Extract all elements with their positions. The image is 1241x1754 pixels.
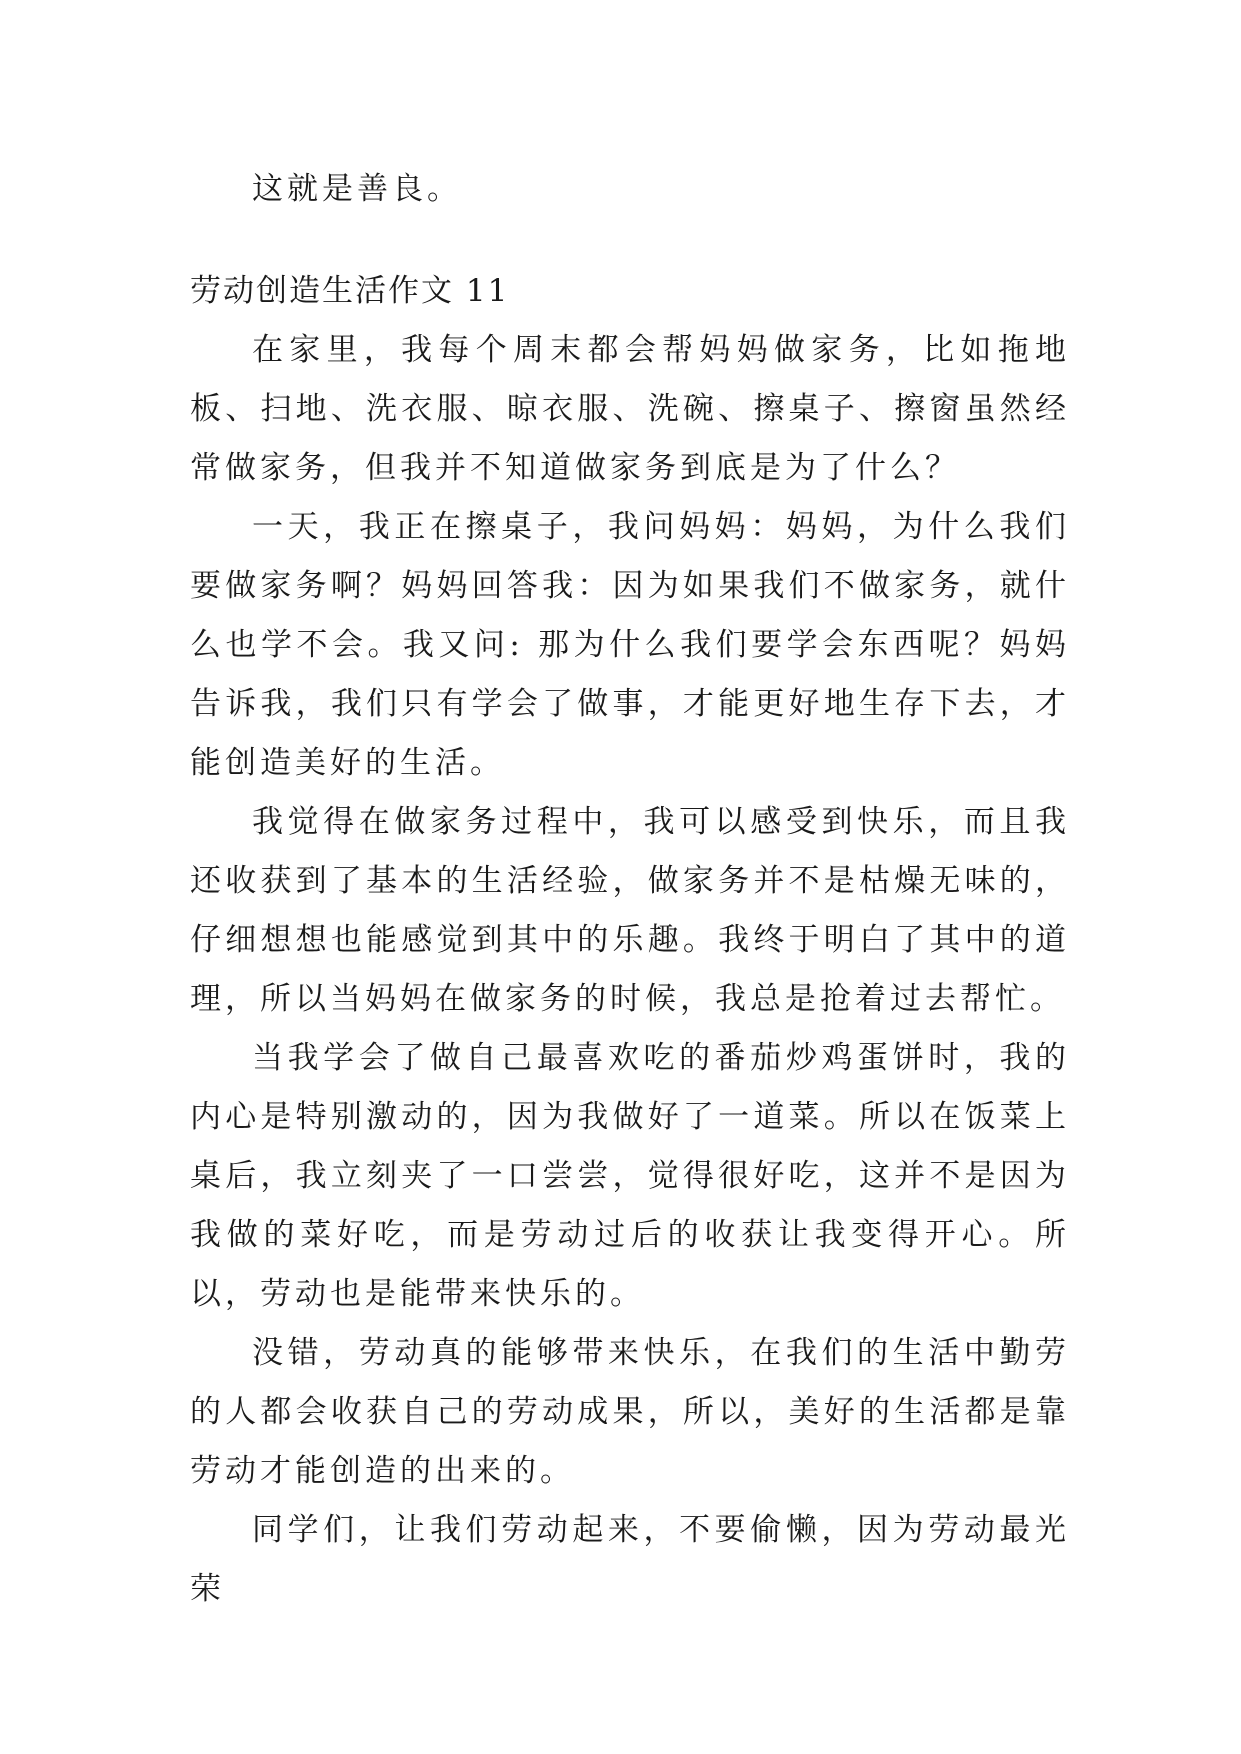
section-spacer <box>190 219 1070 262</box>
lead-paragraph: 这就是善良。 <box>252 171 462 207</box>
section-title: 劳动创造生活作文 11 <box>190 273 510 309</box>
paragraph-2: 一天，我正在擦桌子，我问妈妈：妈妈，为什么我们要做家务啊？妈妈回答我：因为如果我们不做家务，就什么也学不会。我又问: 那为什么我们要学会东西呢？妈妈告诉我，我们只有学会了做事，才能更好地生存下去，才能创造美好的生活。 <box>190 509 1070 781</box>
paragraph-5: 没错，劳动真的能够带来快乐，在我们的生活中勤劳的人都会收获自己的劳动成果，所以，美好的生活都是靠劳动才能创造的出来的。 <box>190 1335 1070 1489</box>
paragraph-3: 我觉得在做家务过程中，我可以感受到快乐，而且我还收获到了基本的生活经验，做家务并不是枯燥无味的，仔细想想也能感觉到其中的乐趣。我终于明白了其中的道理，所以当妈妈在做家务的时候，我总是抢着过去帮忙。 <box>190 804 1070 1017</box>
paragraph-4: 当我学会了做自己最喜欢吃的番茄炒鸡蛋饼时，我的内心是特别激动的，因为我做好了一道菜。所以在饭菜上桌后，我立刻夹了一口尝尝，觉得很好吃，这并不是因为我做的菜好吃，而是劳动过后的收获让我变得开心。所以，劳动也是能带来快乐的。 <box>190 1040 1070 1312</box>
paragraph-6: 同学们，让我们劳动起来，不要偷懒，因为劳动最光荣 <box>190 1512 1070 1607</box>
paragraph-1: 在家里，我每个周末都会帮妈妈做家务，比如拖地板、扫地、洗衣服、晾衣服、洗碗、擦桌子、擦窗虽然经常做家务，但我并不知道做家务到底是为了什么？ <box>190 332 1070 486</box>
document-body <box>190 160 1070 1619</box>
